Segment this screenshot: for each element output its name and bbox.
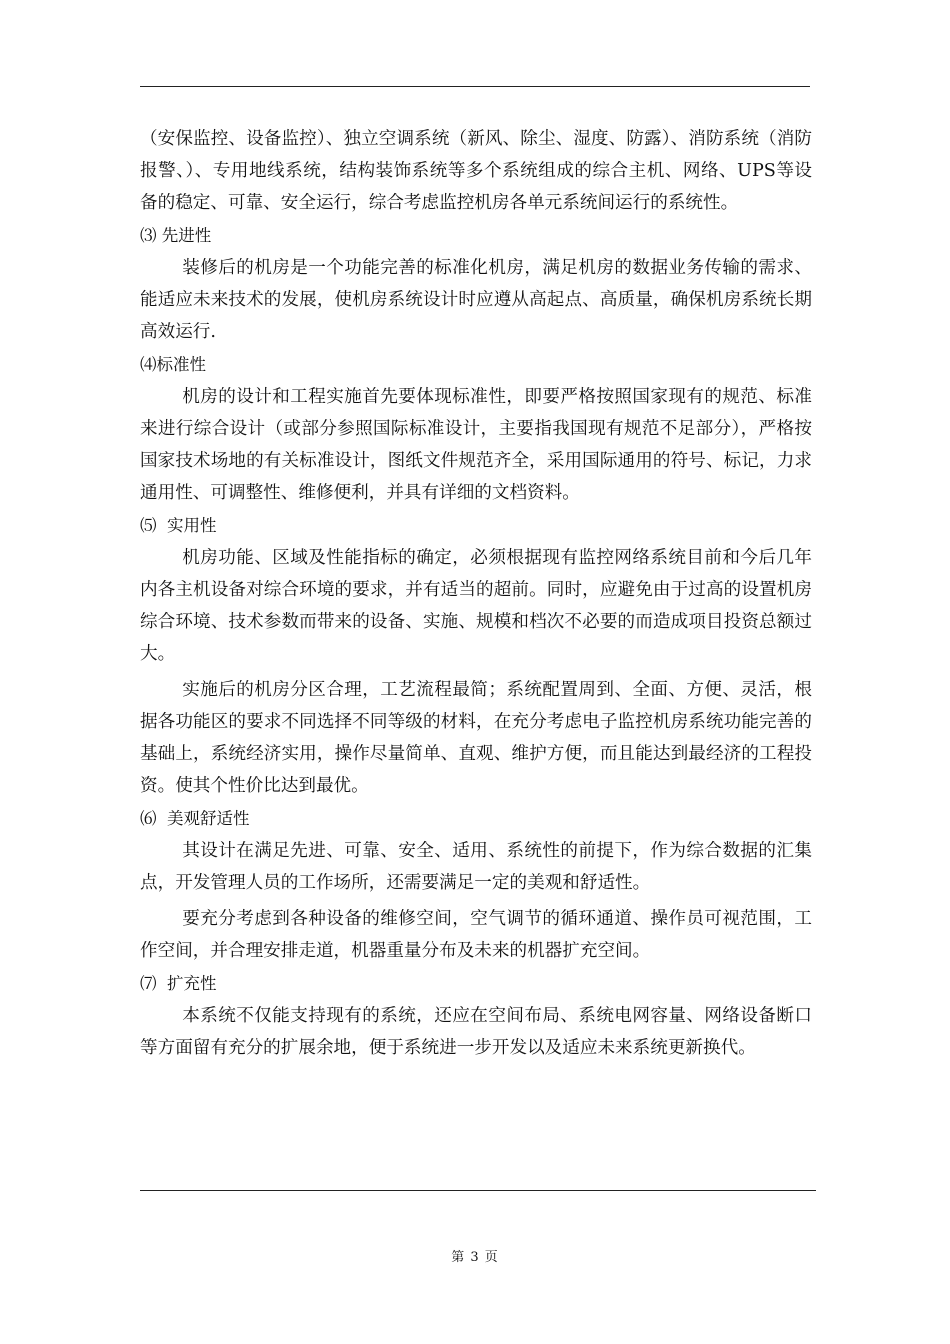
paragraph-practical-1: 机房功能、区域及性能指标的确定，必须根据现有监控网络系统目前和今后几年内各主机设备对综合环境的要求，并有适当的超前。同时，应避免由于过高的设置机房综合环境、技术参数而带来的设备、实施、规模和档次不必要的而造成项目投资总额过大。	[140, 548, 812, 664]
paragraph-advanced: 装修后的机房是一个功能完善的标准化机房，满足机房的数据业务传输的需求、能适应未来技术的发展，使机房系统设计时应遵从高起点、高质量，确保机房系统长期高效运行.	[140, 258, 812, 342]
paragraph-aesthetic-1: 其设计在满足先进、可靠、安全、适用、系统性的前提下，作为综合数据的汇集点，开发管理人员的工作场所，还需要满足一定的美观和舒适性。	[140, 841, 812, 893]
heading-expandability: ⑺ 扩充性	[140, 974, 217, 993]
paragraph-aesthetic-2: 要充分考虑到各种设备的维修空间，空气调节的循环通道、操作员可视范围，工作空间，并合理安排走道，机器重量分布及未来的机器扩充空间。	[140, 909, 812, 961]
paragraph-practical-2: 实施后的机房分区合理，工艺流程最简；系统配置周到、全面、方便、灵活，根据各功能区的要求不同选择不同等级的材料，在充分考虑电子监控机房系统功能完善的基础上，系统经济实用，操作尽量简单、直观、维护方便，而且能达到最经济的工程投资。使其个性价比达到最优。	[140, 680, 812, 796]
page-number: 第 3 页	[451, 1250, 499, 1265]
paragraph-system-continuation: （安保监控、设备监控）、独立空调系统（新风、除尘、湿度、防露）、消防系统（消防报警、）、专用地线系统，结构装饰系统等多个系统组成的综合主机、网络、UPS等设备的稳定、可靠、安全运行，综合考虑监控机房各单元系统间运行的系统性。	[140, 129, 812, 213]
heading-standard: ⑷标准性	[140, 355, 206, 374]
paragraph-standard: 机房的设计和工程实施首先要体现标准性，即要严格按照国家现有的规范、标准来进行综合设计（或部分参照国际标准设计，主要指我国现有规范不足部分），严格按国家技术场地的有关标准设计，图纸文件规范齐全，采用国际通用的符号、标记，力求通用性、可调整性、维修便利，并具有详细的文档资料。	[140, 387, 812, 503]
heading-advanced: ⑶ 先进性	[140, 226, 212, 245]
heading-aesthetic: ⑹ 美观舒适性	[140, 809, 250, 828]
header-rule	[140, 86, 810, 87]
footer-rule	[140, 1190, 816, 1191]
document-body	[140, 123, 812, 1064]
heading-practical: ⑸ 实用性	[140, 516, 217, 535]
paragraph-expandability: 本系统不仅能支持现有的系统，还应在空间布局、系统电网容量、网络设备断口等方面留有充分的扩展余地，便于系统进一步开发以及适应未来系统更新换代。	[140, 1006, 812, 1058]
